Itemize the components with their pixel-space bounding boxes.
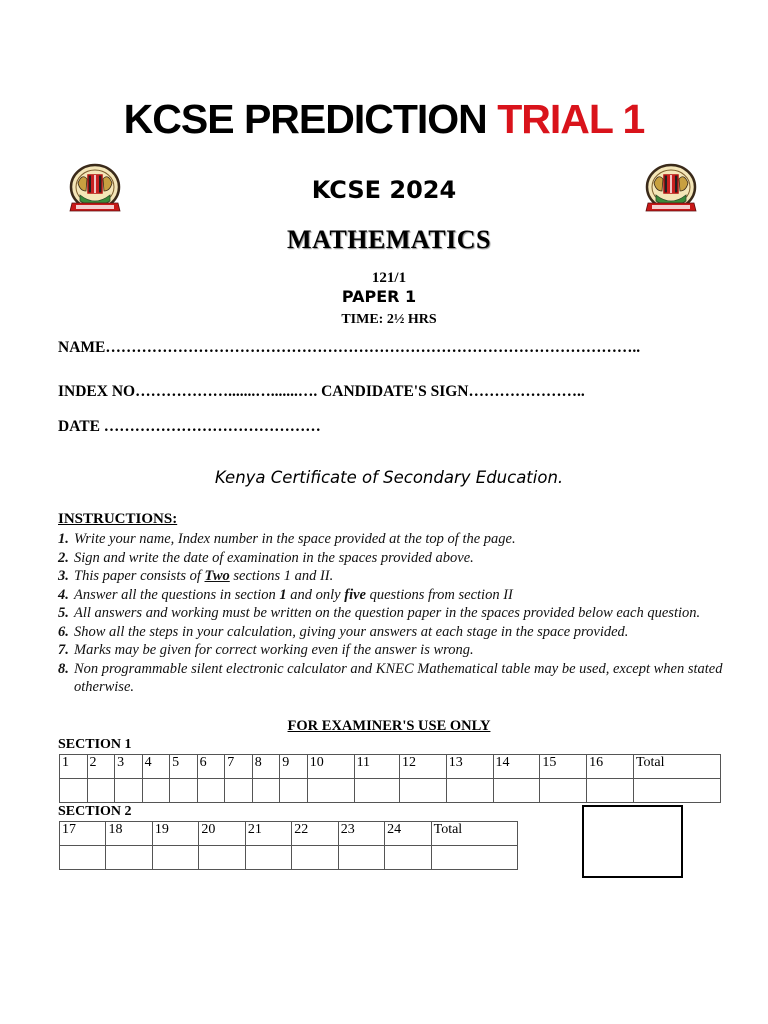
question-number-cell: 2	[87, 755, 115, 779]
list-item	[58, 530, 738, 549]
question-number-cell: 19	[152, 822, 198, 846]
question-number-cell: 13	[446, 755, 493, 779]
section2-label: SECTION 2	[58, 804, 132, 819]
item-number: 3.	[58, 568, 69, 584]
score-cell[interactable]	[292, 846, 338, 870]
question-number-cell: 7	[225, 755, 253, 779]
grand-total-box[interactable]	[582, 805, 683, 878]
item-number: 1.	[58, 531, 69, 547]
item-text: Non programmable silent electronic calculator and KNEC Mathematical table may be used, except when stated otherwise.	[74, 660, 723, 695]
item-number: 6.	[58, 623, 69, 640]
item-text: Marks may be given for correct working even if the answer is wrong.	[74, 642, 474, 658]
question-number-cell: 1	[60, 755, 88, 779]
item-emphasis: Two	[204, 568, 230, 584]
score-cell[interactable]	[170, 779, 198, 803]
score-cell[interactable]	[338, 846, 384, 870]
item-number: 8.	[58, 660, 69, 677]
item-number: 7.	[58, 642, 69, 658]
section1-label: SECTION 1	[58, 737, 132, 752]
list-item	[58, 641, 738, 660]
item-text: Write your name, Index number in the space provided at the top of the page.	[74, 531, 516, 547]
score-cell[interactable]	[225, 779, 253, 803]
question-number-cell: 21	[245, 822, 291, 846]
score-cell[interactable]	[431, 846, 517, 870]
score-cell[interactable]	[385, 846, 431, 870]
score-cell[interactable]	[60, 846, 106, 870]
score-cell[interactable]	[587, 779, 634, 803]
item-number: 2.	[58, 549, 69, 566]
item-emphasis: 1	[279, 586, 287, 603]
item-text: questions from section II	[365, 586, 513, 603]
question-number-cell: 15	[540, 755, 587, 779]
score-cell[interactable]	[115, 779, 143, 803]
score-cell[interactable]	[152, 846, 198, 870]
question-number-cell: 10	[307, 755, 354, 779]
paper-number: PAPER 1	[341, 287, 417, 306]
item-text: sections 1 and II.	[229, 568, 334, 584]
question-number-cell: 14	[493, 755, 540, 779]
question-number-cell: 5	[170, 755, 198, 779]
item-text: Sign and write the date of examination in the spaces provided above.	[74, 549, 474, 566]
score-cell[interactable]	[87, 779, 115, 803]
list-item	[58, 623, 738, 642]
list-item	[58, 660, 738, 697]
question-number-cell: 12	[399, 755, 446, 779]
list-item	[58, 549, 738, 568]
section1-table	[59, 754, 721, 803]
score-cell[interactable]	[252, 779, 280, 803]
score-cell[interactable]	[399, 779, 446, 803]
date-field[interactable]: DATE ……………………………………	[58, 418, 321, 435]
question-number-cell: 8	[252, 755, 280, 779]
question-number-cell: 18	[106, 822, 152, 846]
score-cell[interactable]	[197, 779, 225, 803]
score-cell[interactable]	[142, 779, 170, 803]
question-number-cell: 22	[292, 822, 338, 846]
question-number-cell: 24	[385, 822, 431, 846]
list-item	[58, 604, 738, 623]
question-number-cell: 20	[199, 822, 245, 846]
score-cell[interactable]	[106, 846, 152, 870]
question-number-cell: 4	[142, 755, 170, 779]
item-text: and only	[286, 586, 345, 603]
score-cell[interactable]	[280, 779, 308, 803]
question-number-cell: 6	[197, 755, 225, 779]
score-cell[interactable]	[199, 846, 245, 870]
score-cell[interactable]	[633, 779, 720, 803]
index-sign-field[interactable]: INDEX NO……………….......….......…. CANDIDATE'S SIGN…………………..	[58, 383, 585, 400]
item-number: 4.	[58, 586, 69, 603]
exam-year: KCSE 2024	[311, 176, 457, 204]
question-number-cell: Total	[431, 822, 517, 846]
table-row	[60, 755, 721, 779]
time-allowed: TIME: 2½ HRS	[341, 312, 437, 327]
instructions-heading: INSTRUCTIONS:	[58, 511, 178, 527]
question-number-cell: Total	[633, 755, 720, 779]
board-name: Kenya Certificate of Secondary Education.	[214, 468, 564, 487]
question-number-cell: 3	[115, 755, 143, 779]
question-number-cell: 17	[60, 822, 106, 846]
question-number-cell: 23	[338, 822, 384, 846]
subject-title: MATHEMATICS	[287, 225, 491, 254]
instructions-list	[58, 530, 738, 697]
score-cell[interactable]	[245, 846, 291, 870]
table-row	[60, 822, 518, 846]
examiner-heading: FOR EXAMINER'S USE ONLY	[287, 718, 491, 734]
question-number-cell: 16	[587, 755, 634, 779]
list-item	[58, 567, 738, 586]
score-cell[interactable]	[60, 779, 88, 803]
title-accent: TRIAL 1	[497, 96, 645, 142]
score-cell[interactable]	[446, 779, 493, 803]
item-emphasis: five	[344, 586, 366, 603]
question-number-cell: 9	[280, 755, 308, 779]
item-number: 5.	[58, 605, 69, 621]
question-number-cell: 11	[354, 755, 399, 779]
table-row	[60, 846, 518, 870]
name-field[interactable]: NAME…………………………………………………………………………………………..	[58, 339, 641, 356]
list-item	[58, 586, 738, 605]
table-row	[60, 779, 721, 803]
title-main: KCSE PREDICTION	[123, 96, 487, 142]
item-text: This paper consists of	[74, 568, 205, 584]
score-cell[interactable]	[354, 779, 399, 803]
page-title	[0, 96, 768, 143]
score-cell[interactable]	[493, 779, 540, 803]
score-cell[interactable]	[540, 779, 587, 803]
paper-code: 121/1	[371, 270, 407, 286]
item-text: Show all the steps in your calculation, giving your answers at each stage in the space provided.	[74, 623, 629, 640]
section2-table	[59, 821, 518, 870]
item-text: All answers and working must be written on the question paper in the spaces provided below each question.	[74, 605, 701, 621]
score-cell[interactable]	[307, 779, 354, 803]
item-text: Answer all the questions in section	[74, 586, 280, 603]
